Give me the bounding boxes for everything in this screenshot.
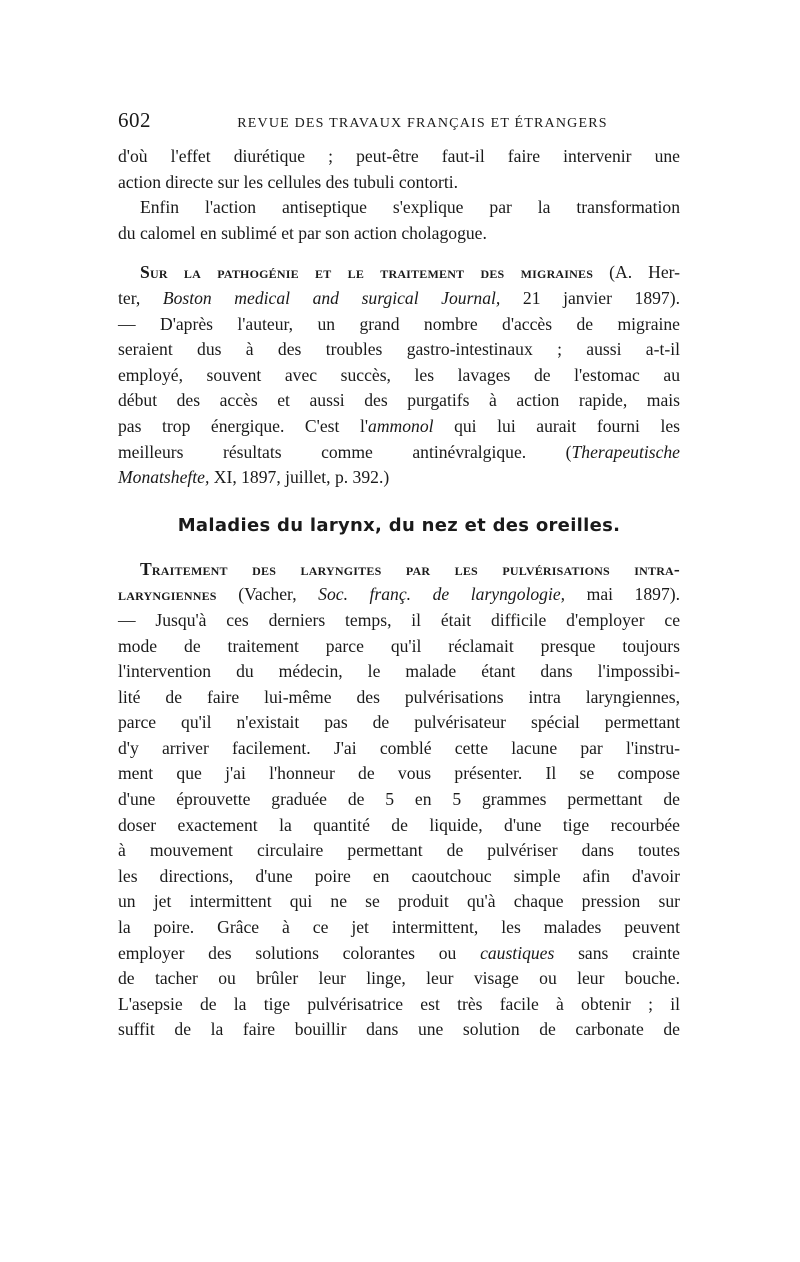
article-line: L'asepsie de la tige pulvérisatrice est très facile à obtenir ; il (118, 993, 680, 1014)
journal-citation: Monatshefte, (118, 467, 210, 488)
intro-line: Enfin l'action antiseptique s'explique par la transformation (140, 197, 680, 218)
article-title-line (118, 260, 680, 286)
article-line: les directions, d'une poire en caoutchouc simple afin d'avoir (118, 865, 680, 886)
journal-title: REVUE DES TRAVAUX FRANÇAIS ET ÉTRANGERS (237, 116, 608, 131)
journal-citation: Therapeutische (571, 441, 680, 462)
text-segment: 21 janvier 1897). (500, 287, 680, 308)
article-line: doser exactement la quantité de liquide, d'une tige recourbée (118, 814, 680, 835)
article-title: Traitement des laryngites par les pulvérisations intra- (140, 558, 680, 579)
article-title-line (118, 557, 680, 583)
article-line: employé, souvent avec succès, les lavages de l'estomac au (118, 364, 680, 385)
text-segment: qui lui aurait fourni les (433, 415, 680, 436)
text-segment: meilleurs résultats comme antinévralgique. ( (118, 441, 572, 462)
article-line (118, 440, 680, 466)
intro-paragraph (118, 144, 680, 246)
running-head (118, 108, 680, 144)
article-line (118, 941, 680, 967)
article-line: d'une éprouvette graduée de 5 en 5 grammes permettant de (118, 789, 680, 810)
article-line: à mouvement circulaire permettant de pulvériser dans toutes (118, 840, 680, 861)
intro-line: du calomel en sublimé et par son action cholagogue. (118, 222, 487, 243)
article-line: début des accès et aussi des purgatifs à action rapide, mais (118, 390, 680, 411)
article-line: d'y arriver facilement. J'ai comblé cette lacune par l'instru- (118, 737, 680, 758)
text-segment: mai 1897). (565, 584, 681, 605)
article-line: — D'après l'auteur, un grand nombre d'accès de migraine (118, 313, 680, 334)
article-line: ment que j'ai l'honneur de vous présenter. Il se compose (118, 763, 680, 784)
text-segment: ter, (118, 287, 163, 308)
article-line: l'intervention du médecin, le malade étant dans l'impossibi- (118, 661, 680, 682)
article-line: — Jusqu'à ces derniers temps, il était difficile d'employer ce (118, 609, 680, 630)
emphasis: caustiques (480, 942, 555, 963)
page-number: 602 (118, 108, 151, 132)
intro-line: action directe sur les cellules des tubuli contorti. (118, 171, 459, 192)
text-segment: employer des solutions colorantes ou (118, 942, 481, 963)
article-author: (A. Her- (593, 262, 681, 283)
journal-citation: Boston medical and surgical Journal, (162, 287, 501, 308)
article-line: suffit de la faire bouillir dans une solution de carbonate de (118, 1019, 680, 1040)
article-line (118, 414, 680, 440)
article-line: un jet intermittent qui ne se produit qu'à chaque pression sur (118, 891, 680, 912)
article-line: lité de faire lui-même des pulvérisations intra laryngiennes, (118, 686, 680, 707)
journal-citation: Soc. franç. de laryngologie, (318, 584, 566, 605)
text-segment: pas trop énergique. C'est l' (118, 415, 369, 436)
article-title-continued: laryngiennes (118, 584, 217, 605)
text-segment: XI, 1897, juillet, p. 392.) (209, 467, 390, 488)
article-title: Sur la pathogénie et le traitement des migraines (140, 262, 594, 283)
intro-line: d'où l'effet diurétique ; peut-être faut-il faire intervenir une (118, 146, 680, 166)
article-line: parce qu'il n'existait pas de pulvérisateur spécial permettant (118, 712, 680, 733)
article-line: la poire. Grâce à ce jet intermittent, les malades peuvent (118, 917, 680, 938)
article-line (118, 465, 680, 491)
article-migraines (118, 260, 680, 490)
article-line: mode de traitement parce qu'il réclamait presque toujours (118, 635, 680, 656)
text-segment: sans crainte (554, 942, 680, 963)
article-line: seraient dus à des troubles gastro-intestinaux ; aussi a-t-il (118, 339, 680, 360)
book-page (118, 108, 680, 1043)
article-line (118, 286, 680, 312)
article-line (118, 582, 680, 608)
article-line: de tacher ou brûler leur linge, leur visage ou leur bouche. (118, 968, 680, 989)
article-laryngites (118, 557, 680, 1043)
section-heading: Maladies du larynx, du nez et des oreilles. (177, 514, 621, 536)
drug-name: ammonol (368, 415, 434, 436)
text-segment: (Vacher, (216, 584, 319, 605)
